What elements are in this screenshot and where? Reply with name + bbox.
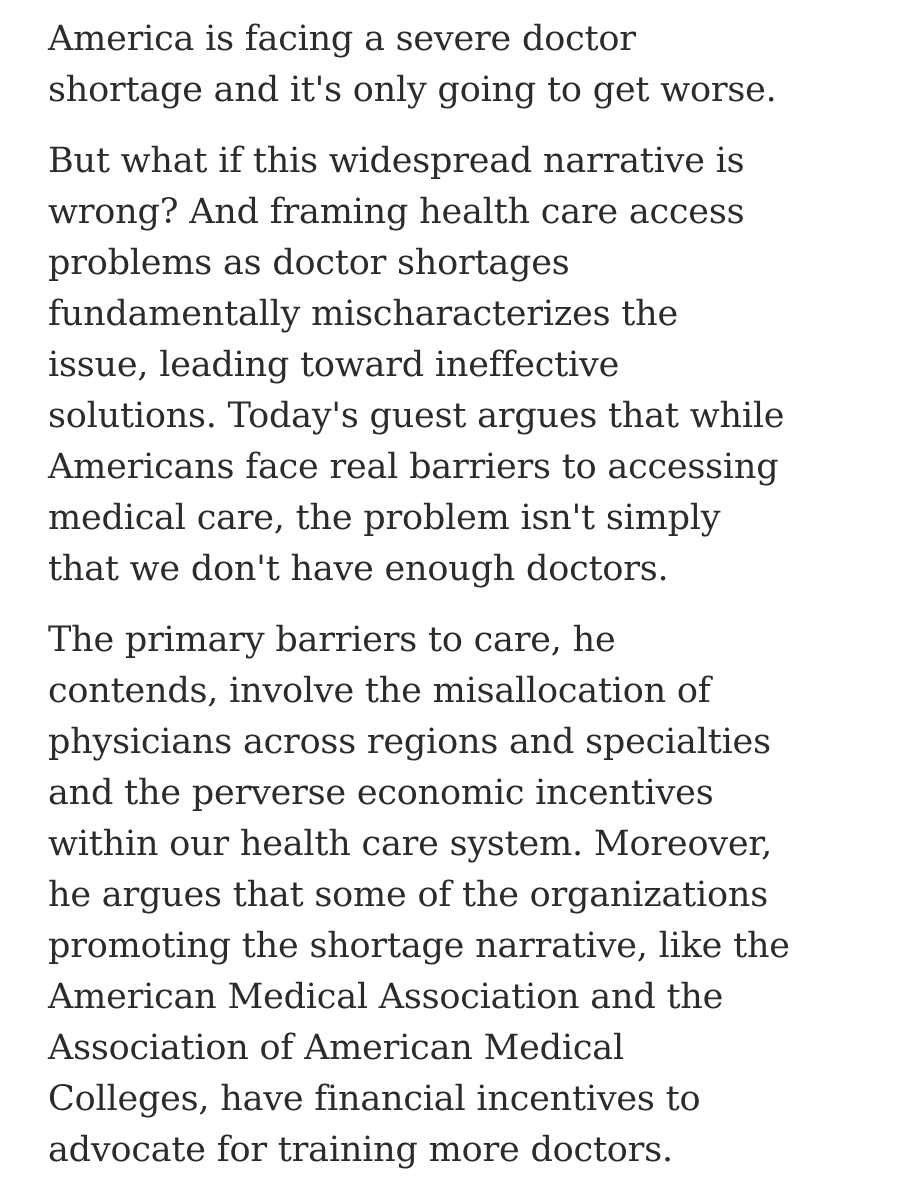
text-line: physicians across regions and specialties xyxy=(48,722,771,762)
text-line: he argues that some of the organizations xyxy=(48,875,768,915)
paragraph-intro xyxy=(48,14,898,116)
text-line: solutions. Today's guest argues that while xyxy=(48,396,785,436)
text-line: America is facing a severe doctor xyxy=(48,19,636,59)
text-line: Colleges, have financial incentives to xyxy=(48,1079,701,1119)
text-line: wrong? And framing health care access xyxy=(48,192,745,232)
text-line: promoting the shortage narrative, like the xyxy=(48,926,790,966)
article-body xyxy=(48,14,898,1196)
text-line: and the perverse economic incentives xyxy=(48,773,714,813)
text-line: advocate for training more doctors. xyxy=(48,1130,673,1170)
text-line: shortage and it's only going to get worse. xyxy=(48,70,777,110)
text-line: problems as doctor shortages xyxy=(48,243,570,283)
text-line: fundamentally mischaracterizes the xyxy=(48,294,678,334)
text-line: issue, leading toward ineffective xyxy=(48,345,620,385)
text-line: within our health care system. Moreover, xyxy=(48,824,773,864)
text-line: that we don't have enough doctors. xyxy=(48,549,669,589)
text-line: Association of American Medical xyxy=(48,1028,624,1068)
text-line: American Medical Association and the xyxy=(48,977,724,1017)
paragraph-narrative xyxy=(48,136,898,595)
text-line: Americans face real barriers to accessing xyxy=(48,447,779,487)
text-line: medical care, the problem isn't simply xyxy=(48,498,721,538)
text-line: But what if this widespread narrative is xyxy=(48,141,745,181)
text-line: The primary barriers to care, he xyxy=(48,620,616,660)
paragraph-barriers xyxy=(48,615,898,1176)
text-line: contends, involve the misallocation of xyxy=(48,671,711,711)
